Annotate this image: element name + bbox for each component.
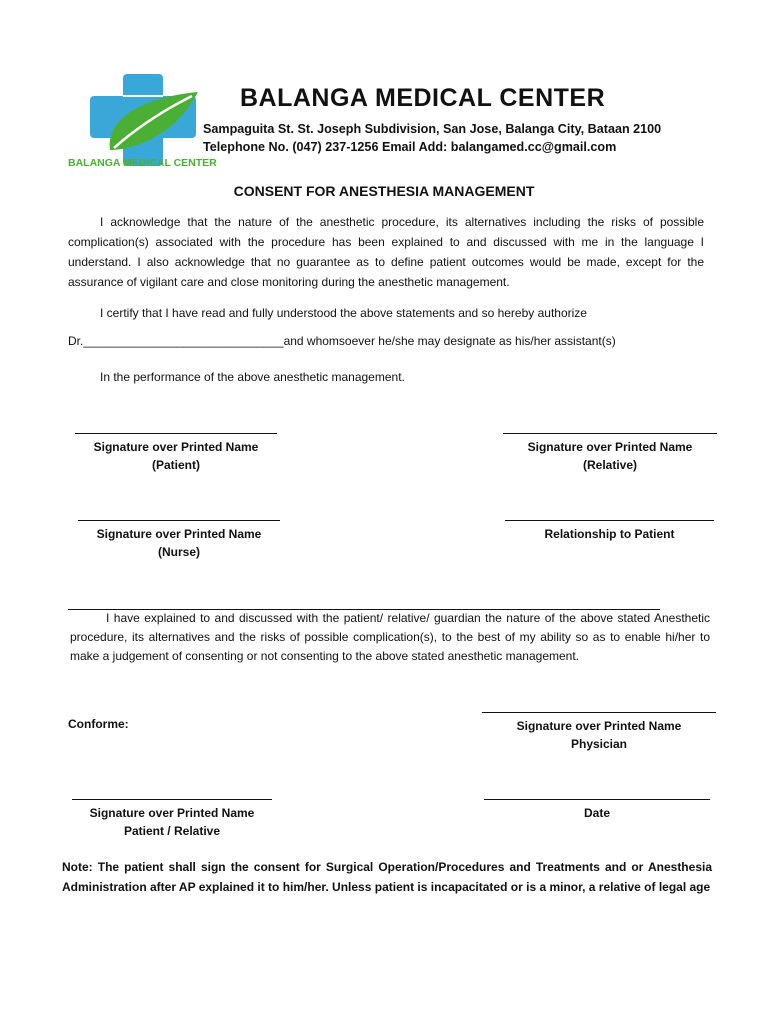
- signature-role: (Patient): [152, 458, 200, 472]
- doctor-name-blank[interactable]: ______________________________: [83, 334, 284, 348]
- date-label: Date: [583, 806, 610, 820]
- authorized-doctor-line: [68, 334, 616, 348]
- signature-line[interactable]: [78, 520, 280, 521]
- signature-role: (Relative): [582, 458, 638, 472]
- conforme-label: Conforme:: [68, 717, 129, 731]
- physician-statement-text: I have explained to and discussed with the patient/ relative/ guardian the nature of the above stated Anesthetic procedure, its alternatives and the risks of possible complication(s), to the best of my ability so as to enable hi/her to make a judgement of consenting or not consenting to the above stated anesthetic management.: [70, 611, 710, 663]
- relationship-line[interactable]: [505, 520, 714, 521]
- nurse-signature-block: [78, 520, 280, 561]
- organization-name: BALANGA MEDICAL CENTER: [240, 84, 606, 112]
- signature-line[interactable]: [72, 799, 272, 800]
- patient-relative-signature-block: [72, 799, 272, 840]
- certification-text: I certify that I have read and fully understood the above statements and so hereby authorize: [100, 306, 587, 320]
- form-title: CONSENT FOR ANESTHESIA MANAGEMENT: [233, 183, 535, 199]
- organization-contact: Telephone No. (047) 237-1256 Email Add: balangamed.cc@gmail.com: [203, 140, 617, 154]
- patient-signature-block: [75, 433, 277, 474]
- signature-role: Patient / Relative: [123, 824, 221, 838]
- signature-role: (Nurse): [157, 545, 200, 559]
- note-paragraph: [62, 857, 712, 897]
- relationship-block: [505, 520, 714, 543]
- physician-statement: [70, 609, 710, 666]
- signature-line[interactable]: [75, 433, 277, 434]
- relationship-label: Relationship to Patient: [544, 527, 675, 541]
- physician-signature-block: [482, 712, 716, 753]
- relative-signature-block: [503, 433, 717, 474]
- note-text: Note: The patient shall sign the consent for Surgical Operation/Procedures and Treatments and or Anesthesia Administration after AP explained it to him/her. Unless patient is incapacitated or is a minor, a relative of legal age: [62, 860, 712, 894]
- signature-label: Signature over Printed Name: [516, 719, 682, 733]
- signature-label: Signature over Printed Name: [527, 440, 693, 454]
- signature-label: Signature over Printed Name: [93, 440, 259, 454]
- signature-role: Physician: [570, 737, 628, 751]
- performance-text: In the performance of the above anesthetic management.: [100, 370, 405, 384]
- doctor-prefix: Dr.: [68, 334, 84, 348]
- signature-label: Signature over Printed Name: [96, 527, 262, 541]
- signature-label: Signature over Printed Name: [89, 806, 255, 820]
- acknowledgement-paragraph: [68, 212, 704, 292]
- date-block: [484, 799, 710, 822]
- signature-line[interactable]: [482, 712, 716, 713]
- logo-caption: BALANGA MEDICAL CENTER: [68, 157, 217, 169]
- signature-line[interactable]: [503, 433, 717, 434]
- organization-address: Sampaguita St. St. Joseph Subdivision, San Jose, Balanga City, Bataan 2100: [203, 122, 662, 136]
- certification-paragraph: [68, 303, 704, 323]
- acknowledgement-text: I acknowledge that the nature of the anesthetic procedure, its alternatives including the risks of possible complication(s) associated with the procedure has been explained to and discussed with me in the language I understand. I also acknowledge that no guarantee as to define patient outcomes would be made, except for the assurance of vigilant care and close monitoring during the anesthetic management.: [68, 215, 704, 289]
- doctor-assistant-text: and whomsoever he/she may designate as his/her assistant(s): [283, 334, 616, 348]
- date-line[interactable]: [484, 799, 710, 800]
